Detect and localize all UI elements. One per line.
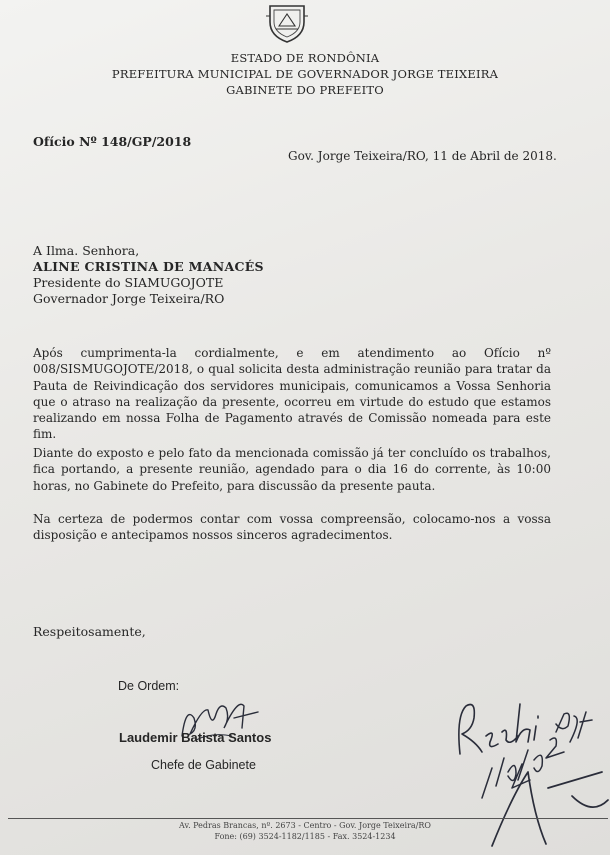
signer-role: Chefe de Gabinete: [151, 758, 256, 772]
place-date: Gov. Jorge Teixeira/RO, 11 de Abril de 2018.: [288, 149, 557, 163]
document-reference: Ofício Nº 148/GP/2018: [33, 134, 192, 149]
by-order-label: De Ordem:: [118, 679, 180, 693]
body-paragraph-2: Diante do exposto e pelo fato da mencionada comissão já ter concluído os trabalhos, fica portando, a presente reunião, agendado para o dia 16 do corrente, às 10:00 horas, no Gabinete do Prefeito, para discussão da presente pauta.: [33, 446, 551, 493]
recipient-salutation: A Ilma. Senhora,: [33, 243, 140, 258]
footer-divider: [8, 818, 608, 819]
body-paragraph-1: Após cumprimenta-la cordialmente, e em atendimento ao Ofício nº 008/SISMUGOJOTE/2018, o qual solicita desta administração reunião para tratar da Pauta de Reivindicação dos servidores municipais, comunicamos a Vossa Senhoria que o atraso na realização da presente, ocorreu em virtude do estudo que estamos realizando em nossa Folha de Pagamento através de Comissão nomeada para este fim.: [33, 346, 551, 442]
recipient-location: Governador Jorge Teixeira/RO: [33, 291, 225, 306]
body-paragraph-3: Na certeza de podermos contar com vossa compreensão, colocamo-nos a vossa disposição e antecipamos nossos sinceros agradecimentos.: [33, 512, 551, 543]
recipient-name: ALINE CRISTINA DE MANACÉS: [33, 259, 264, 274]
recipient-title: Presidente do SIAMUGOJOTE: [33, 275, 224, 290]
footer-address: Av. Pedras Brancas, nº. 2673 - Centro - Gov. Jorge Teixeira/RO: [179, 821, 431, 830]
signer-name: Laudemir Batista Santos: [119, 730, 272, 745]
footer-contacts: Fone: (69) 3524-1182/1185 - Fax. 3524-1234: [214, 832, 396, 841]
header-office: GABINETE DO PREFEITO: [226, 83, 384, 97]
coat-of-arms-icon: [262, 0, 312, 44]
header-state: ESTADO DE RONDÔNIA: [230, 51, 380, 65]
closing-greeting: Respeitosamente,: [33, 624, 146, 639]
header-city-hall: PREFEITURA MUNICIPAL DE GOVERNADOR JORGE TEIXEIRA: [111, 67, 499, 81]
